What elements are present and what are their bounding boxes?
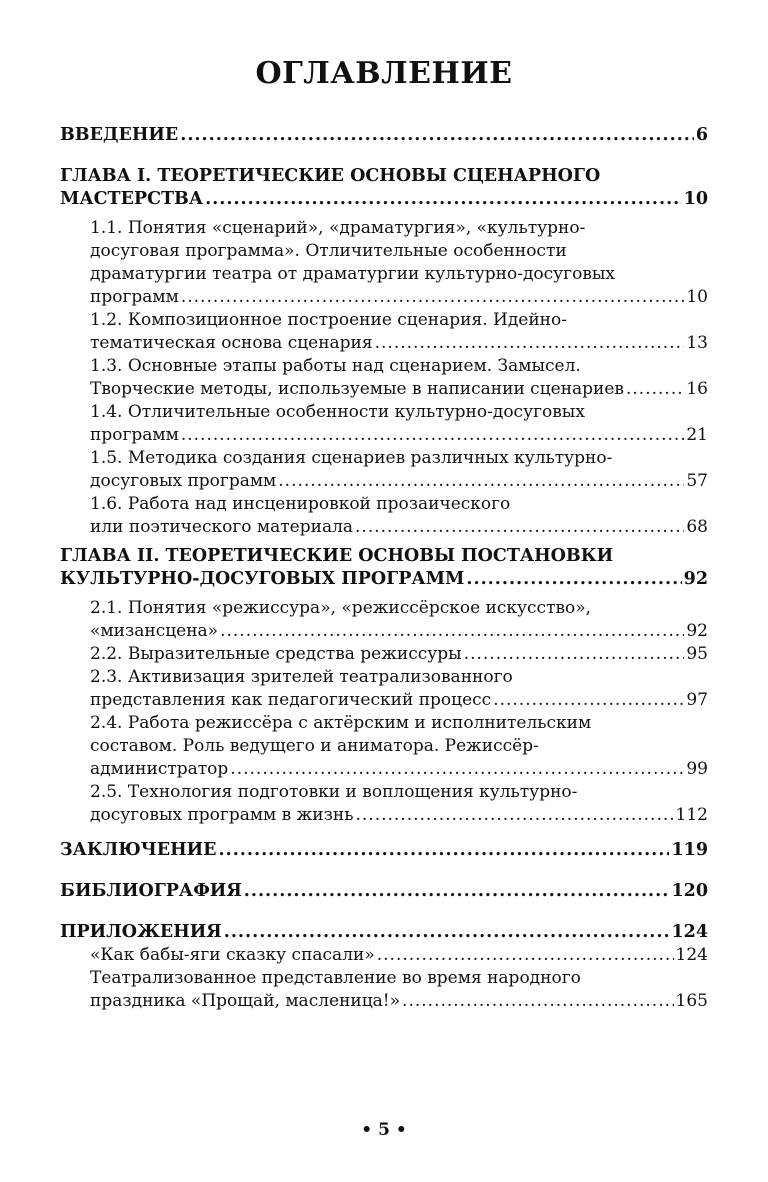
toc-entry-appendix-2[interactable]	[60, 990, 708, 1013]
leader-dots	[220, 620, 684, 643]
leader-dots	[375, 332, 685, 355]
leader-dots	[466, 568, 681, 591]
toc-entry-title: МАСТЕРСТВА	[60, 189, 204, 209]
toc-entry-2-2[interactable]	[60, 643, 708, 666]
toc-entry-title: или поэтического материала	[90, 517, 354, 537]
toc-entry-1-4[interactable]	[60, 424, 708, 447]
toc-entry-1-2-line-1[interactable]: 1.2. Композиционное построение сценария. Идейно-	[90, 310, 567, 330]
toc-entry-title: «Как бабы-яги сказку спасали»	[90, 945, 375, 965]
leader-dots	[626, 378, 684, 401]
toc-entry-intro[interactable]	[60, 124, 708, 147]
toc-entry-title: БИБЛИОГРАФИЯ	[60, 881, 242, 901]
toc-entry-2-5-line-1[interactable]: 2.5. Технология подготовки и воплощения культурно-	[90, 782, 578, 802]
toc-entry-title: администратор	[90, 759, 229, 779]
toc-page-number: 92	[683, 569, 708, 589]
leader-dots	[181, 424, 685, 447]
toc-entry-1-1-line-3[interactable]: драматургии театра от драматургии культурно-досуговых	[90, 264, 616, 284]
toc-entry-title: тематическая основа сценария	[90, 333, 373, 353]
toc-entry-1-4-line-1[interactable]: 1.4. Отличительные особенности культурно-досуговых	[90, 402, 585, 422]
toc-page-number: 6	[695, 125, 708, 145]
toc-entry-title: досуговых программ в жизнь	[90, 805, 354, 825]
toc-entry-chapter-2[interactable]	[60, 568, 708, 591]
page-number-footer: • 5 •	[361, 1120, 407, 1140]
toc-entry-1-1-line-2[interactable]: досуговая программа». Отличительные особенности	[90, 241, 567, 261]
toc-page-number: 124	[675, 945, 708, 965]
toc-entry-conclusion[interactable]	[60, 839, 708, 862]
toc-entry-appendices[interactable]	[60, 921, 708, 944]
toc-page-number: 10	[686, 287, 708, 307]
toc-entry-2-4-line-2[interactable]: составом. Роль ведущего и аниматора. Режиссёр-	[90, 736, 539, 756]
leader-dots	[355, 804, 673, 827]
toc-entry-2-3[interactable]	[60, 689, 708, 712]
leader-dots	[402, 990, 674, 1013]
toc-entry-2-5[interactable]	[60, 804, 708, 827]
toc-entry-title: программ	[90, 287, 179, 307]
leader-dots	[224, 921, 670, 944]
toc-entry-bibliography[interactable]	[60, 880, 708, 903]
toc-page-number: 57	[686, 471, 708, 491]
toc-entry-1-3-line-1[interactable]: 1.3. Основные этапы работы над сценарием. Замысел.	[90, 356, 581, 376]
toc-page-number: 120	[671, 881, 708, 901]
leader-dots	[219, 839, 670, 862]
leader-dots	[493, 689, 684, 712]
toc-entry-1-3[interactable]	[60, 378, 708, 401]
toc-page-number: 16	[686, 379, 708, 399]
leader-dots	[464, 643, 685, 666]
leader-dots	[278, 470, 684, 493]
toc-entry-title: представления как педагогический процесс	[90, 690, 492, 710]
toc-entry-1-1-line-1[interactable]: 1.1. Понятия «сценарий», «драматургия», «культурно-	[90, 218, 586, 238]
toc-entry-2-1-line-1[interactable]: 2.1. Понятия «режиссура», «режиссёрское искусство»,	[90, 598, 592, 618]
leader-dots	[377, 944, 674, 967]
leader-dots	[205, 188, 682, 211]
toc-page-number: 99	[686, 759, 708, 779]
toc-entry-title: праздника «Прощай, масленица!»	[90, 991, 401, 1011]
toc-entry-chapter-1[interactable]	[60, 188, 708, 211]
toc-entry-title: программ	[90, 425, 179, 445]
toc-page-number: 21	[686, 425, 708, 445]
chapter-2-heading-line-1[interactable]: ГЛАВА II. ТЕОРЕТИЧЕСКИЕ ОСНОВЫ ПОСТАНОВКИ	[60, 546, 614, 566]
toc-page-number: 112	[675, 805, 708, 825]
leader-dots	[230, 758, 684, 781]
toc-entry-title: Творческие методы, используемые в написании сценариев	[90, 379, 624, 399]
toc-entry-1-2[interactable]	[60, 332, 708, 355]
toc-entry-1-1[interactable]	[60, 286, 708, 309]
toc-entry-title: «мизансцена»	[90, 621, 219, 641]
toc-entry-title: досуговых программ	[90, 471, 277, 491]
toc-page-number: 92	[686, 621, 708, 641]
toc-entry-1-5[interactable]	[60, 470, 708, 493]
table-of-contents	[60, 124, 708, 1013]
toc-page-number: 95	[686, 644, 708, 664]
toc-entry-title: ПРИЛОЖЕНИЯ	[60, 922, 222, 942]
leader-dots	[181, 286, 685, 309]
toc-entry-2-3-line-1[interactable]: 2.3. Активизация зрителей театрализованного	[90, 667, 513, 687]
toc-entry-title: ВВЕДЕНИЕ	[60, 125, 179, 145]
toc-page-number: 10	[683, 189, 708, 209]
toc-entry-2-4-line-1[interactable]: 2.4. Работа режиссёра с актёрским и исполнительским	[90, 713, 592, 733]
page-title: ОГЛАВЛЕНИЕ	[255, 56, 513, 91]
toc-entry-appendix-2-line-1[interactable]: Театрализованное представление во время народного	[90, 968, 581, 988]
leader-dots	[244, 880, 670, 903]
toc-entry-2-1[interactable]	[60, 620, 708, 643]
leader-dots	[355, 516, 684, 539]
toc-entry-1-6[interactable]	[60, 516, 708, 539]
toc-page-number: 13	[686, 333, 708, 353]
toc-entry-title: 2.2. Выразительные средства режиссуры	[90, 644, 462, 664]
toc-page-number: 68	[686, 517, 708, 537]
toc-entry-title: ЗАКЛЮЧЕНИЕ	[60, 840, 217, 860]
toc-entry-2-4[interactable]	[60, 758, 708, 781]
toc-page-number: 97	[686, 690, 708, 710]
toc-page-number: 165	[675, 991, 708, 1011]
chapter-1-heading-line-1[interactable]: ГЛАВА I. ТЕОРЕТИЧЕСКИЕ ОСНОВЫ СЦЕНАРНОГО	[60, 166, 601, 186]
toc-entry-title: КУЛЬТУРНО-ДОСУГОВЫХ ПРОГРАММ	[60, 569, 465, 589]
toc-entry-appendix-1[interactable]	[60, 944, 708, 967]
toc-page-number: 119	[671, 840, 708, 860]
leader-dots	[180, 124, 694, 147]
toc-entry-1-6-line-1[interactable]: 1.6. Работа над инсценировкой прозаического	[90, 494, 511, 514]
toc-entry-1-5-line-1[interactable]: 1.5. Методика создания сценариев различных культурно-	[90, 448, 613, 468]
toc-page-number: 124	[671, 922, 708, 942]
